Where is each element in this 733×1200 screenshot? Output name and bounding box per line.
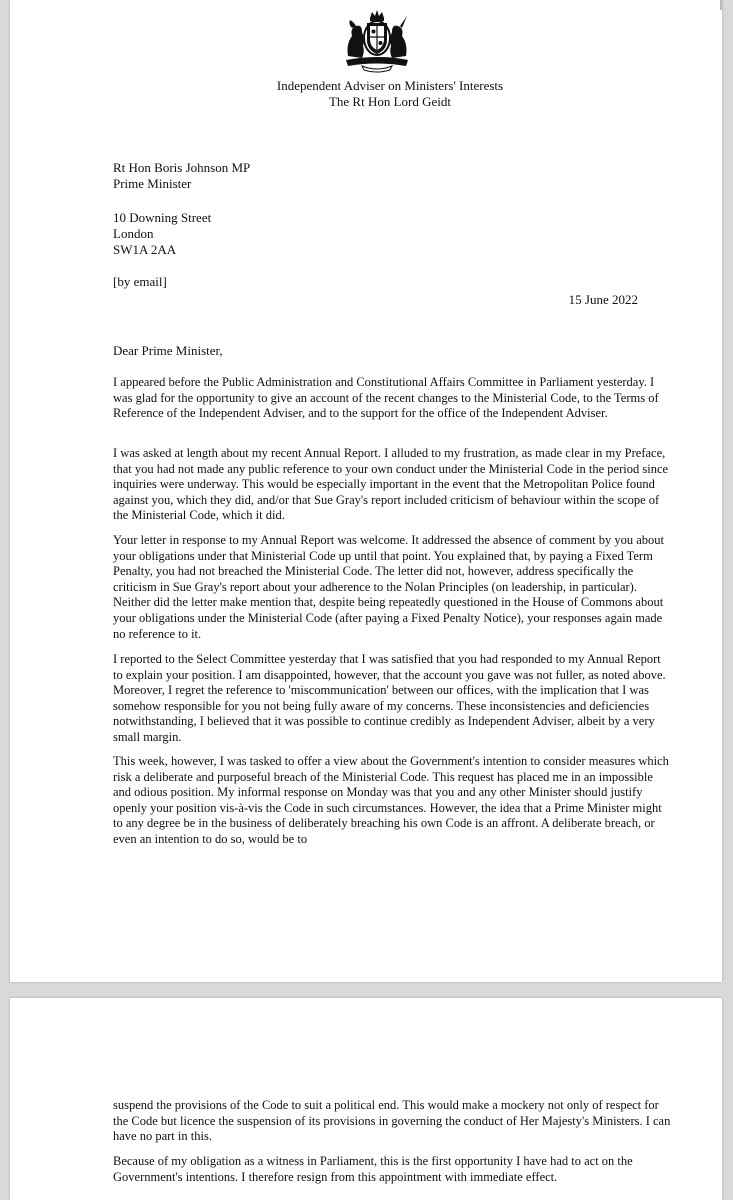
page-edge-mark (720, 0, 722, 10)
letterhead-name: The Rt Hon Lord Geidt (328, 94, 452, 109)
recipient-name: Rt Hon Boris Johnson MP (113, 160, 251, 175)
letter-page-2 (10, 998, 722, 1200)
body-paragraph: I reported to the Select Committee yesterday that I was satisfied that you had responded to my Annual Report to explain your position. I am disappointed, however, that the account you gave was not fuller, as noted above. Moreover, I regret the reference to 'miscommunication' between our offices, with the implication that I was somehow responsible for you not being fully aware of my concerns. These inconsistencies and deficiencies notwithstanding, I believed that it was possible to continue credibly as Independent Adviser, albeit by a very small margin. (113, 652, 666, 744)
delivery-method: [by email] (113, 274, 167, 289)
recipient-address-street: 10 Downing Street (113, 210, 212, 225)
letterhead-office: Independent Adviser on Ministers' Interests (276, 78, 504, 93)
royal-coat-of-arms-icon (340, 8, 414, 74)
letter-page-1 (10, 0, 722, 982)
body-paragraph: Because of my obligation as a witness in Parliament, this is the first opportunity I have had to act on the Government's intentions. I therefore resign from this appointment with immediate effect. (113, 1154, 633, 1184)
salutation: Dear Prime Minister, (113, 343, 223, 358)
recipient-title: Prime Minister (113, 176, 192, 191)
body-paragraph: I was asked at length about my recent Annual Report. I alluded to my frustration, as made clear in my Preface, that you had not made any public reference to your own conduct under the Ministerial Code in the period since inquiries were underway. This would be especially important in the event that the Metropolitan Police found against you, which they did, and/or that Sue Gray's report included criticism of behaviour within the scope of the Ministerial Code, which it did. (113, 446, 669, 523)
body-paragraph: suspend the provisions of the Code to suit a political end. This would make a mockery not only of respect for the Code but licence the suspension of its provisions in governing the conduct of Her Majesty's Ministers. I can have no part in this. (113, 1098, 671, 1144)
recipient-address-city: London (113, 226, 154, 241)
body-paragraph: I appeared before the Public Administration and Constitutional Affairs Committee in Parliament yesterday. I was glad for the opportunity to give an account of the recent changes to the Ministerial Code, to the Terms of Reference of the Independent Adviser, and to the support for the office of the Independent Adviser. (113, 375, 659, 421)
body-paragraph: This week, however, I was tasked to offer a view about the Government's intention to consider measures which risk a deliberate and purposeful breach of the Ministerial Code. This request has placed me in an impossible and odious position. My informal response on Monday was that you and any other Minister should justify openly your position vis-à-vis the Code in such circumstances. However, the idea that a Prime Minister might to any degree be in the business of deliberately breaching his own Code is an affront. A deliberate breach, or even an intention to do so, would be to (113, 754, 669, 846)
body-paragraph: Your letter in response to my Annual Report was welcome. It addressed the absence of comment by you about your obligations under that Ministerial Code up until that point. You explained that, by paying a Fixed Term Penalty, you had not breached the Ministerial Code. The letter did not, however, address specifically the criticism in Sue Gray's report about your adherence to the Nolan Principles (on leadership, in particular). Neither did the letter make mention that, despite being repeatedly questioned in the House of Commons about your obligations under the Ministerial Code (after paying a Fixed Penalty Notice), your responses again made no reference to it. (113, 533, 665, 641)
letter-date: 15 June 2022 (568, 292, 638, 307)
recipient-postcode: SW1A 2AA (113, 242, 177, 257)
